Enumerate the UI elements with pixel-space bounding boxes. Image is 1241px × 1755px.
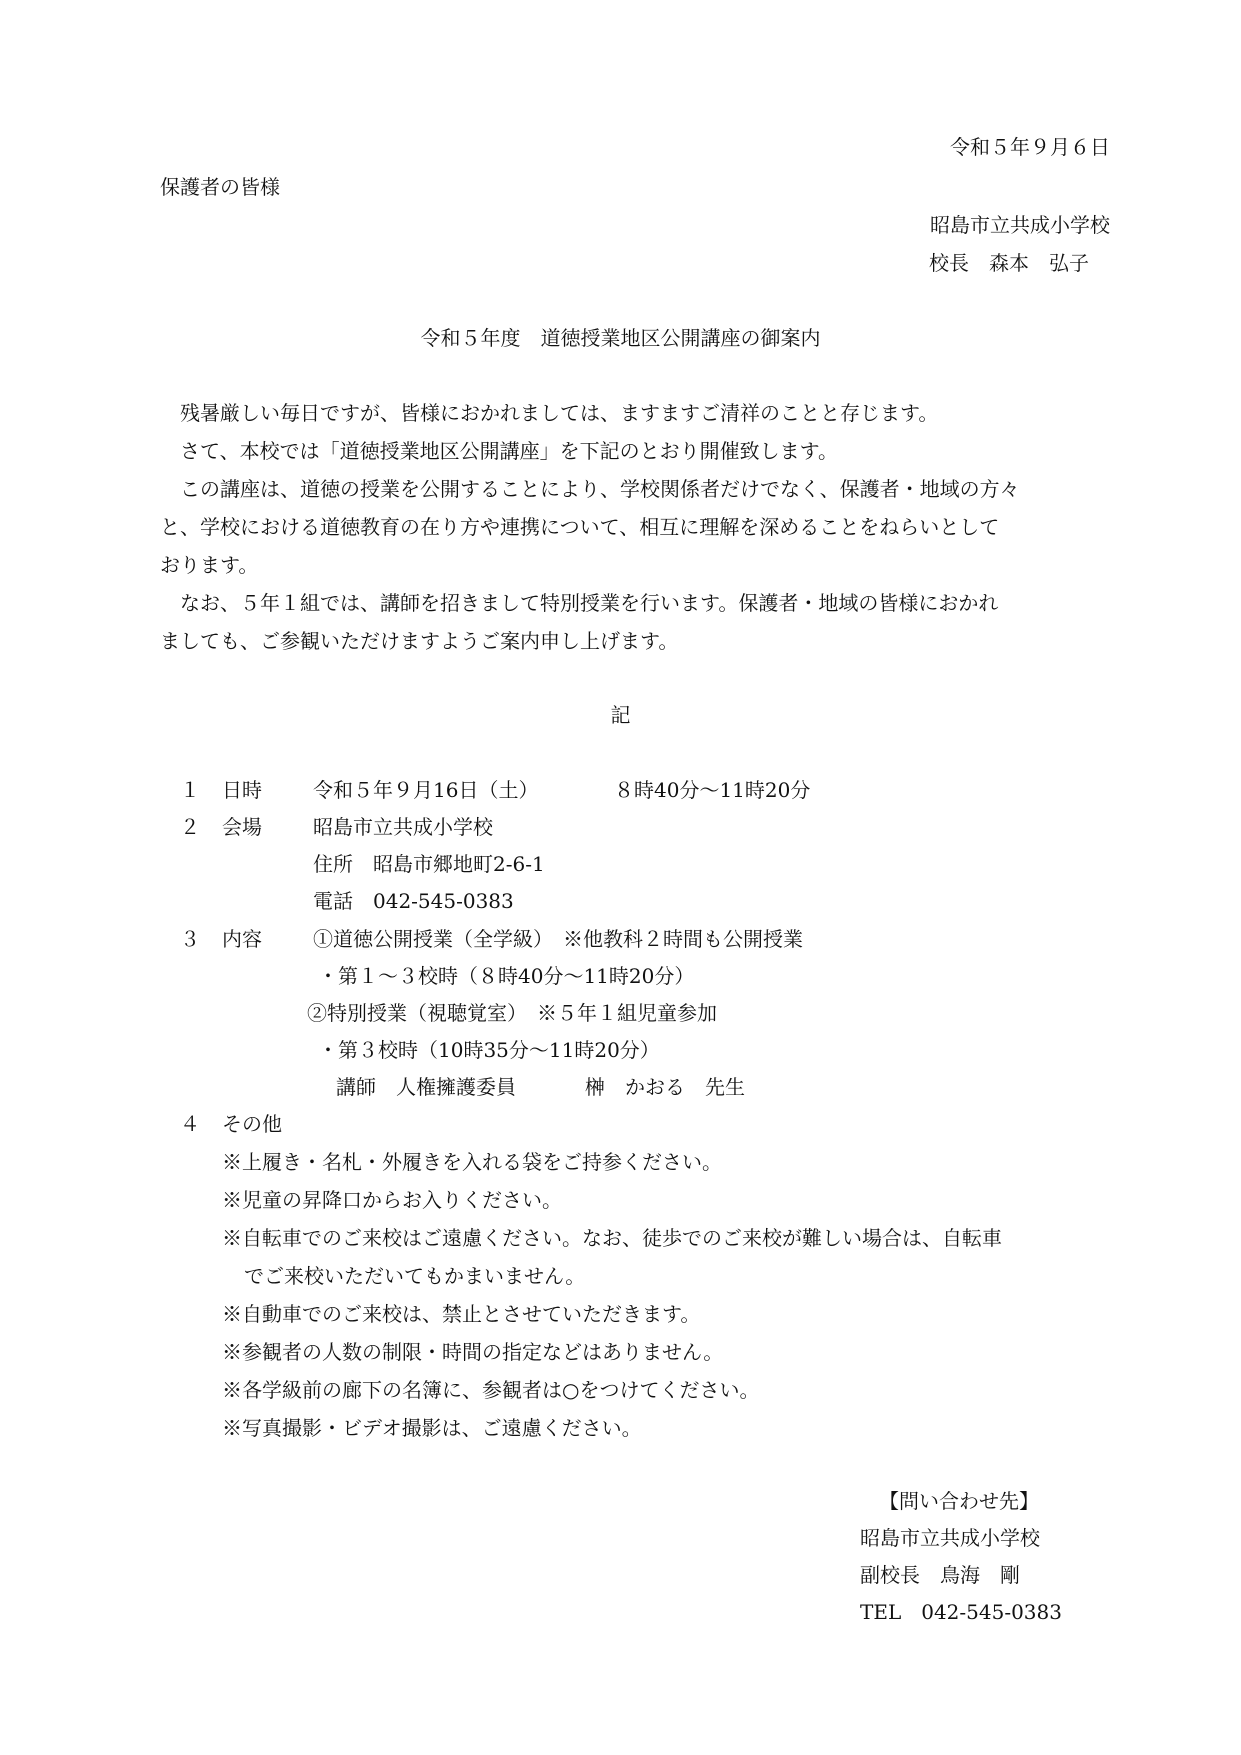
body-line: ましても、ご参観いただけますようご案内申し上げます。 <box>160 629 679 653</box>
body-line: 残暑厳しい毎日ですが、皆様におかれましては、ますますご清祥のことと存じます。 <box>180 401 939 425</box>
body-line: さて、本校では「道徳授業地区公開講座」を下記のとおり開催致します。 <box>180 439 838 463</box>
note-line: ※参観者の人数の制限・時間の指定などはありません。 <box>222 1340 724 1364</box>
body-line: おります。 <box>160 553 259 577</box>
content-line: ②特別授業（視聴覚室） ※５年１組児童参加 <box>307 1001 717 1025</box>
event-date: 令和５年９月16日（土） <box>313 778 539 802</box>
note-line: でご来校いただいてもかまいません。 <box>244 1264 586 1288</box>
recipient: 保護者の皆様 <box>160 175 280 199</box>
ki-heading: 記 <box>610 703 631 727</box>
item-number: ４ <box>180 1112 200 1136</box>
note-line: ※自転車でのご来校はご遠慮ください。なお、徒歩でのご来校が難しい場合は、自転車 <box>222 1226 1002 1250</box>
sender-school: 昭島市立共成小学校 <box>930 213 1110 237</box>
lecturer-name: 榊 かおる 先生 <box>585 1075 745 1099</box>
item-label: その他 <box>222 1112 282 1136</box>
item-number: ２ <box>180 815 200 839</box>
item-number: ３ <box>180 927 200 951</box>
contact-school: 昭島市立共成小学校 <box>860 1526 1040 1550</box>
contact-heading: 【問い合わせ先】 <box>879 1489 1039 1513</box>
body-line: と、学校における道徳教育の在り方や連携について、相互に理解を深めることをねらいとして <box>160 515 1000 539</box>
document-title: 令和５年度 道徳授業地区公開講座の御案内 <box>420 326 821 350</box>
body-line: この講座は、道徳の授業を公開することにより、学校関係者だけでなく、保護者・地域の方々 <box>180 477 1020 501</box>
item-label: 会場 <box>222 815 262 839</box>
venue-name: 昭島市立共成小学校 <box>313 815 493 839</box>
content-line: ①道徳公開授業（全学級） ※他教科２時間も公開授業 <box>313 927 803 951</box>
item-label: 日時 <box>222 778 262 802</box>
sender-principal: 校長 森本 弘子 <box>929 251 1089 275</box>
body-line: なお、５年１組では、講師を招きまして特別授業を行います。保護者・地域の皆様におかれ <box>180 591 999 615</box>
issue-date: 令和５年９月６日 <box>950 135 1110 159</box>
note-line: ※上履き・名札・外履きを入れる袋をご持参ください。 <box>222 1150 722 1174</box>
contact-tel: TEL 042-545-0383 <box>860 1600 1062 1624</box>
event-time: ８時40分～11時20分 <box>614 778 811 802</box>
venue-address: 住所 昭島市郷地町2-6-1 <box>313 852 545 876</box>
note-line: ※自動車でのご来校は、禁止とさせていただきます。 <box>222 1302 701 1326</box>
note-line: ※各学級前の廊下の名簿に、参観者は○をつけてください。 <box>222 1378 760 1402</box>
contact-vice-principal: 副校長 鳥海 剛 <box>860 1563 1020 1587</box>
lecturer-role: 講師 人権擁護委員 <box>336 1075 516 1099</box>
content-line: ・第３校時（10時35分～11時20分） <box>318 1038 660 1062</box>
note-line: ※児童の昇降口からお入りください。 <box>222 1188 562 1212</box>
note-line: ※写真撮影・ビデオ撮影は、ご遠慮ください。 <box>222 1416 642 1440</box>
venue-phone: 電話 042-545-0383 <box>313 889 514 913</box>
item-label: 内容 <box>222 927 262 951</box>
content-line: ・第１～３校時（８時40分～11時20分） <box>318 964 695 988</box>
item-number: １ <box>180 778 200 802</box>
